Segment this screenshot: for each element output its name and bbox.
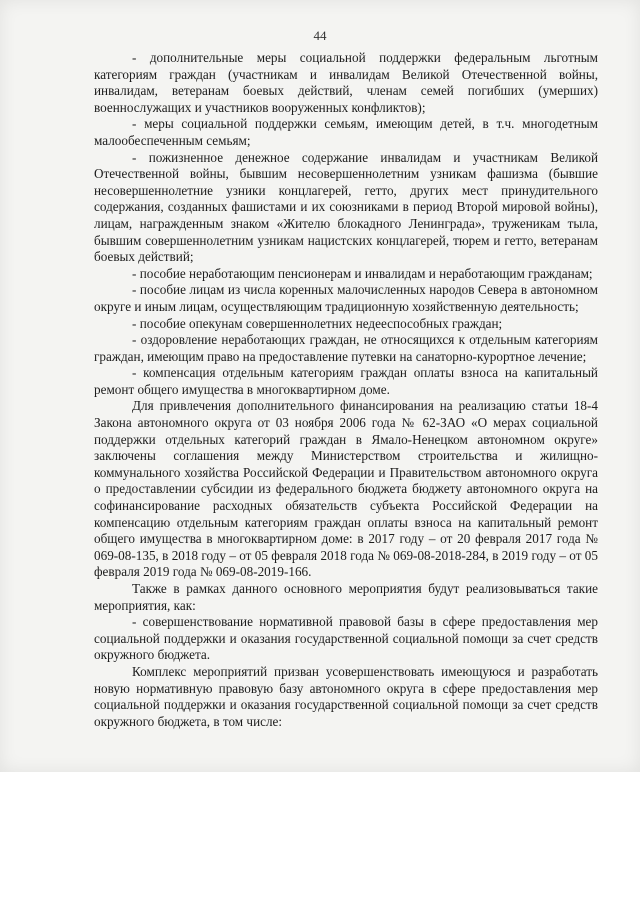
- paragraph: Для привлечения дополнительного финансирования на реализацию статьи 18-4 Закона автономного округа от 03 ноября 2006 года № 62-ЗАО «О мерах социальной поддержки отдельных категорий граждан в Ямало-Ненецком автономном округе» заключены соглашения между Министерством строительства и жилищно-коммунального хозяйства Российской Федерации и Правительством автономного округа о предоставлении субсидии из федерального бюджета бюджету автономного округа на софинансирование расходных обязательств субъекта Российской Федерации на компенсацию отдельным категориям граждан оплаты взноса на капитальный ремонт общего имущества в многоквартирном доме: в 2017 году – от 20 февраля 2017 года № 069-08-135, в 2018 году – от 05 февраля 2018 года № 069-08-2018-284, в 2019 году – от 05 февраля 2019 года № 069-08-2019-166.: [94, 398, 598, 580]
- paragraph: Также в рамках данного основного мероприятия будут реализовываться такие мероприятия, как:: [94, 581, 598, 613]
- paragraph: - оздоровление неработающих граждан, не относящихся к отдельным категориям граждан, имеющим право на предоставление путевки на санаторно-курортное лечение;: [94, 332, 598, 364]
- paragraph: - пособие неработающим пенсионерам и инвалидам и неработающим гражданам;: [132, 265, 593, 281]
- paragraph: - пособие лицам из числа коренных малочисленных народов Севера в автономном округе и иным лицам, осуществляющим традиционную хозяйственную деятельность;: [94, 282, 598, 314]
- paragraph: - пожизненное денежное содержание инвалидам и участникам Великой Отечественной войны, бывшим несовершеннолетним узникам фашизма (бывшие несовершеннолетние узники концлагерей, гетто, других мест принудительного содержания, созданных фашистами и их союзниками в период Второй мировой войны), лицам, награжденным знаком «Жителю блокадного Ленинграда», труженикам тыла, бывшим совершеннолетним узникам нацистских концлагерей, тюрем и гетто, ветеранам боевых действий;: [94, 149, 598, 265]
- paragraph: - меры социальной поддержки семьям, имеющим детей, в т.ч. многодетным малообеспеченным семьям;: [94, 116, 598, 148]
- page-number: 44: [313, 28, 327, 43]
- blank-area: [0, 772, 640, 905]
- paragraph: Комплекс мероприятий призван усовершенствовать имеющуюся и разработать новую нормативную правовую базу автономного округа в сфере предоставления мер социальной поддержки и оказания государственной социальной помощи за счет средств окружного бюджета, в том числе:: [94, 663, 598, 729]
- document-body: [94, 50, 598, 730]
- paragraph: - компенсация отдельным категориям граждан оплаты взноса на капитальный ремонт общего имущества в многоквартирном доме.: [94, 365, 598, 397]
- paragraph: - совершенствование нормативной правовой базы в сфере предоставления мер социальной поддержки и оказания государственной социальной помощи за счет средств окружного бюджета.: [94, 614, 598, 663]
- paragraph: - дополнительные меры социальной поддержки федеральным льготным категориям граждан (участникам и инвалидам Великой Отечественной войны, инвалидам, ветеранам боевых действий, членам семей погибших (умерших) военнослужащих и участников вооруженных конфликтов);: [94, 50, 598, 115]
- paragraph: - пособие опекунам совершеннолетних недееспособных граждан;: [132, 315, 503, 331]
